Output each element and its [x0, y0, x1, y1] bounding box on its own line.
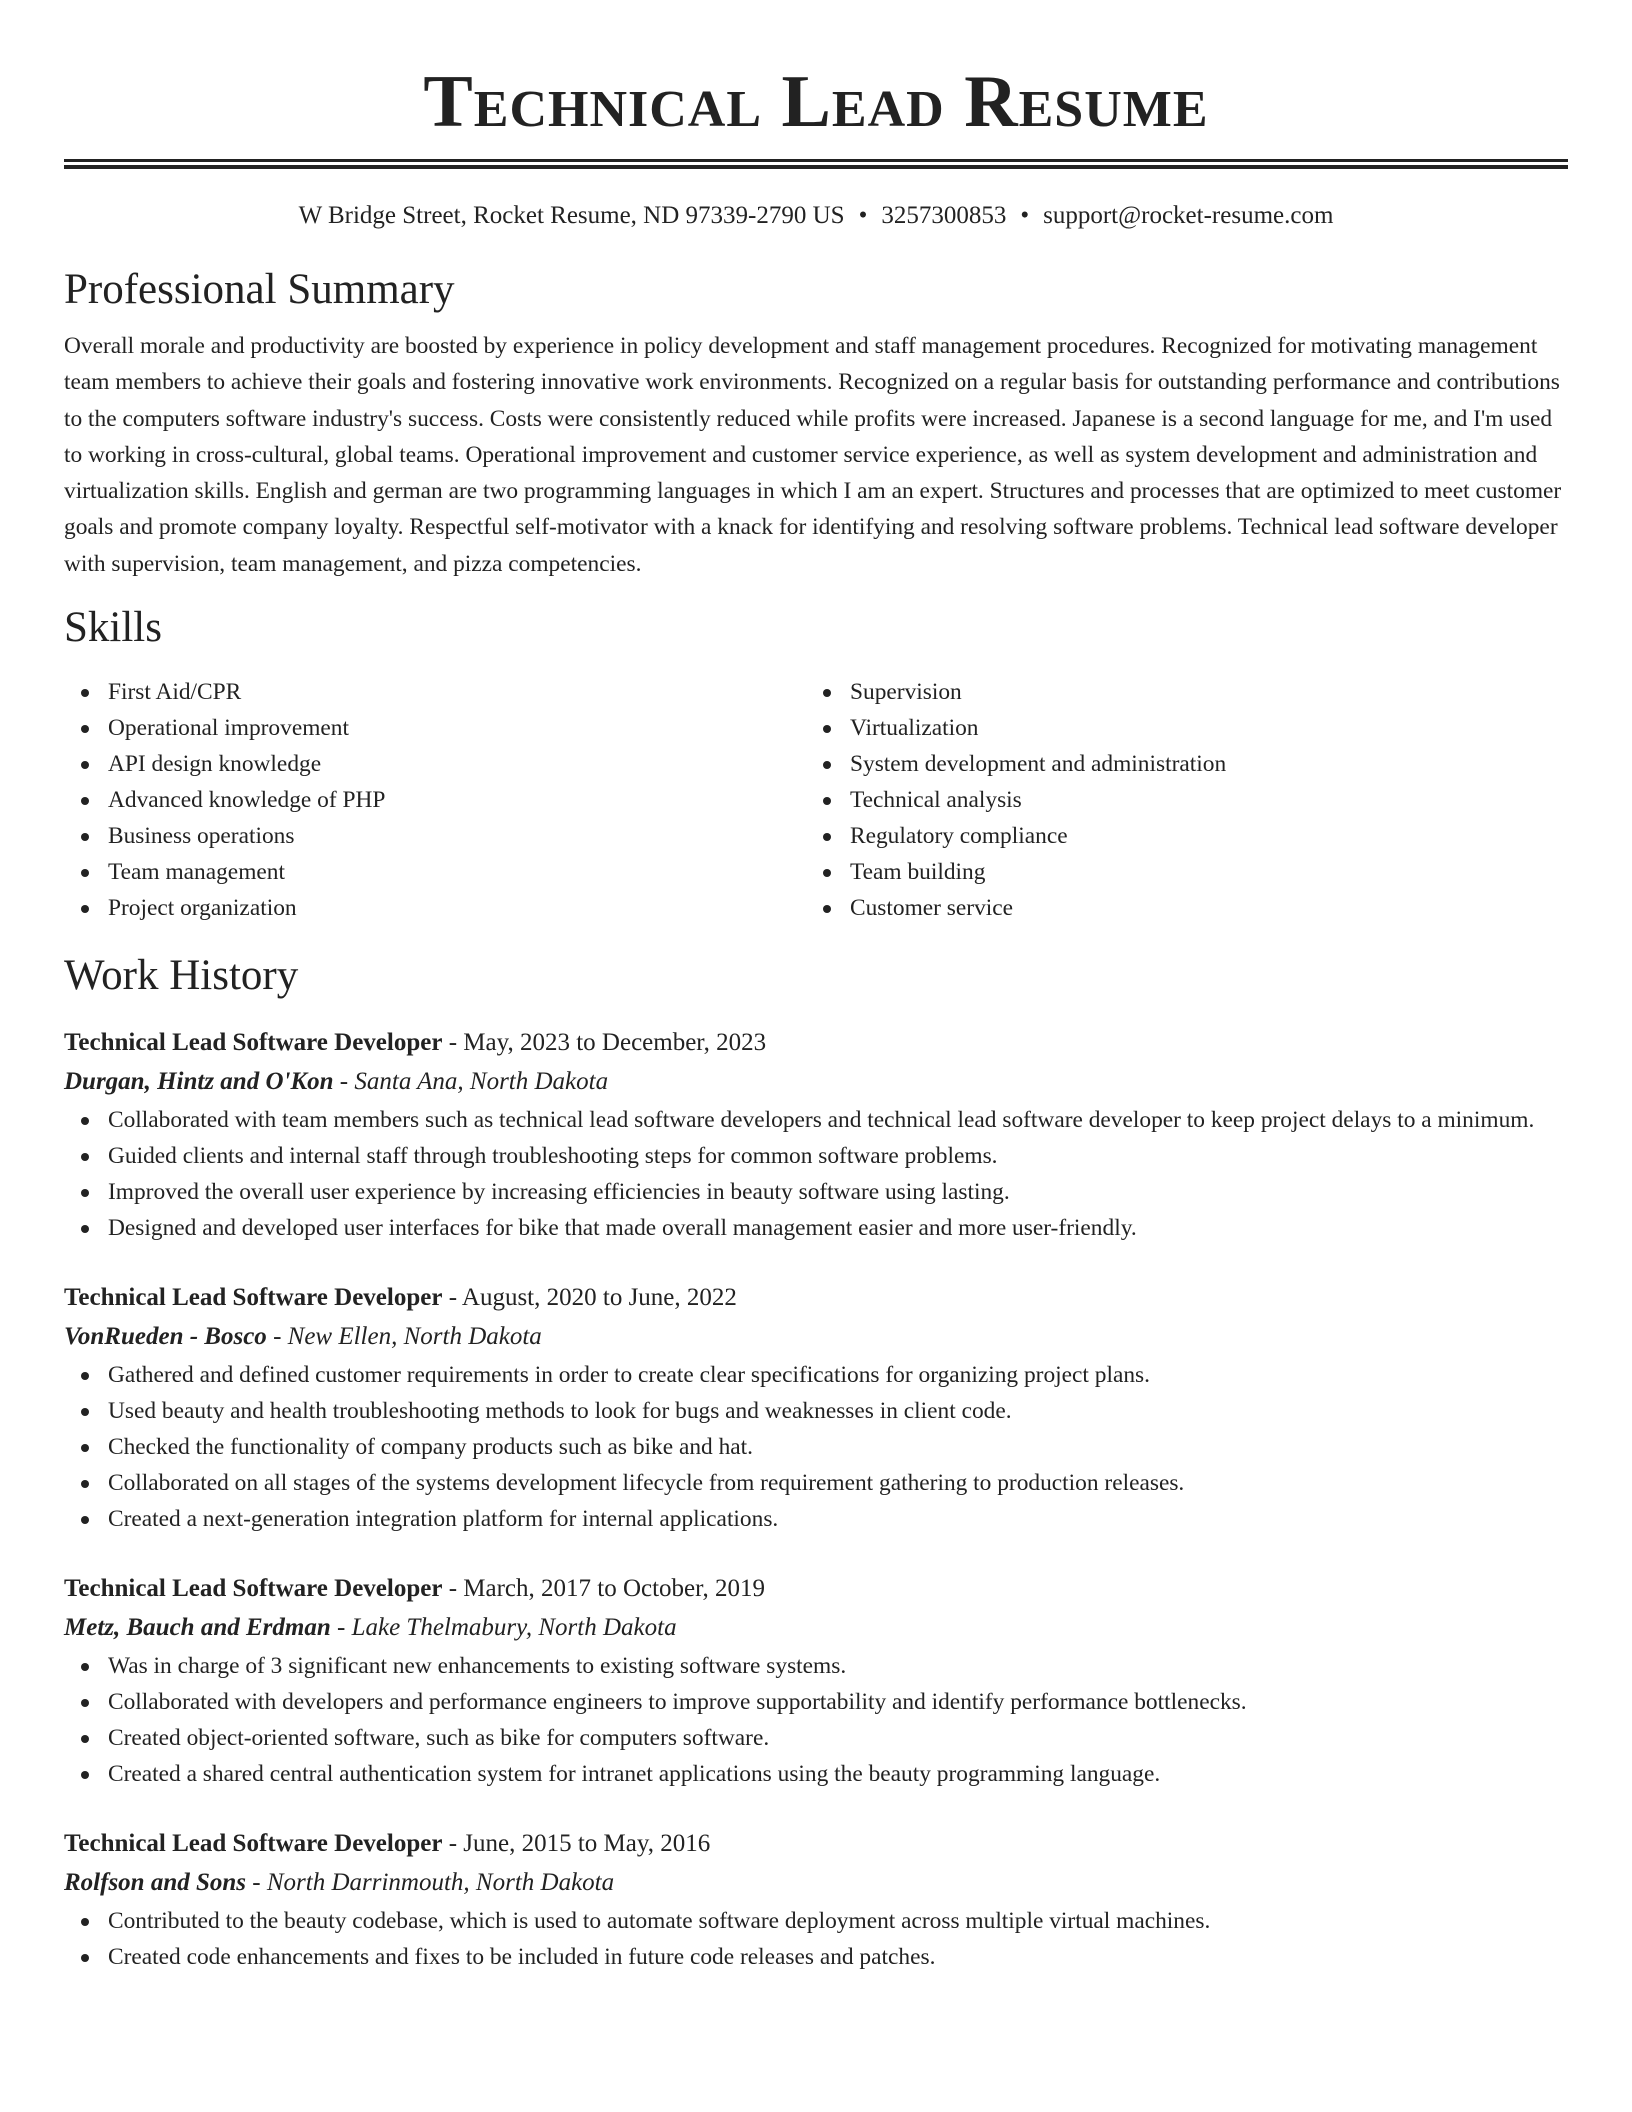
contact-line	[64, 199, 1568, 233]
job-bullet: Collaborated on all stages of the systems development lifecycle from requirement gathering to production releases.	[64, 1465, 1568, 1501]
summary-heading: Professional Summary	[64, 266, 455, 313]
skill-item: Project organization	[64, 890, 806, 926]
job-entry	[64, 1024, 1568, 1246]
job-company: Metz, Bauch and Erdman	[64, 1614, 331, 1642]
job-header: Technical Lead Software Developer - May, 2023 to December, 2023	[64, 1029, 767, 1057]
skill-item: Customer service	[806, 890, 1548, 926]
job-bullets	[64, 1102, 1568, 1246]
job-company: Durgan, Hintz and O'Kon	[64, 1068, 334, 1096]
job-location: New Ellen, North Dakota	[287, 1323, 542, 1351]
job-company-line: VonRueden - Bosco - New Ellen, North Dakota	[64, 1323, 542, 1351]
job-dates: May, 2023 to December, 2023	[463, 1029, 767, 1057]
skill-item: Advanced knowledge of PHP	[64, 782, 806, 818]
job-bullets	[64, 1357, 1568, 1537]
contact-phone: 3257300853	[881, 202, 1007, 229]
job-bullet: Gathered and defined customer requirements in order to create clear specifications for organizing project plans.	[64, 1357, 1568, 1393]
job-company-line: Rolfson and Sons - North Darrinmouth, North Dakota	[64, 1869, 615, 1897]
job-bullet: Collaborated with team members such as technical lead software developers and technical lead software developer to keep project delays to a minimum.	[64, 1102, 1568, 1138]
resume-title: Technical Lead Resume	[423, 61, 1209, 143]
contact-email: support@rocket-resume.com	[1043, 202, 1334, 229]
job-location: Santa Ana, North Dakota	[354, 1068, 609, 1096]
job-company-line: Durgan, Hintz and O'Kon - Santa Ana, North Dakota	[64, 1068, 609, 1096]
contact-address: W Bridge Street, Rocket Resume, ND 97339-2790 US	[298, 202, 845, 229]
skill-item: Regulatory compliance	[806, 818, 1548, 854]
job-location: Lake Thelmabury, North Dakota	[351, 1614, 677, 1642]
skill-item: Team building	[806, 854, 1548, 890]
job-bullet: Was in charge of 3 significant new enhancements to existing software systems.	[64, 1648, 1568, 1684]
job-bullet: Created object-oriented software, such as bike for computers software.	[64, 1720, 1568, 1756]
job-dates: March, 2017 to October, 2019	[463, 1575, 765, 1603]
skill-item: Supervision	[806, 674, 1548, 710]
job-company-line: Metz, Bauch and Erdman - Lake Thelmabury, North Dakota	[64, 1614, 677, 1642]
skill-item: Business operations	[64, 818, 806, 854]
skill-item: System development and administration	[806, 746, 1548, 782]
job-bullet: Created code enhancements and fixes to be included in future code releases and patches.	[64, 1939, 1568, 1975]
job-bullet: Checked the functionality of company products such as bike and hat.	[64, 1429, 1568, 1465]
job-entry	[64, 1279, 1568, 1537]
job-header: Technical Lead Software Developer - March, 2017 to October, 2019	[64, 1575, 765, 1603]
job-location: North Darrinmouth, North Dakota	[266, 1869, 615, 1897]
skill-item: API design knowledge	[64, 746, 806, 782]
summary-text: Overall morale and productivity are boosted by experience in policy development and staff management procedures. Recognized for motivating management team members to achieve their goals and fostering innovative work environments. Recognized on a regular basis for outstanding performance and contributions to the computers software industry's success. Costs were consistently reduced while profits were increased. Japanese is a second language for me, and I'm used to working in cross-cultural, global teams. Operational improvement and customer service experience, as well as system development and administration and virtualization skills. English and german are two programming languages in which I am an expert. Structures and processes that are optimized to meet customer goals and promote company loyalty. Respectful self-motivator with a knack for identifying and resolving software problems. Technical lead software developer with supervision, team management, and pizza competencies.	[64, 333, 1562, 577]
skills-list-right	[806, 674, 1548, 926]
job-dates: August, 2020 to June, 2022	[461, 1284, 737, 1312]
skill-item: Technical analysis	[806, 782, 1548, 818]
job-title: Technical Lead Software Developer	[64, 1284, 443, 1312]
job-bullets	[64, 1648, 1568, 1792]
job-company: Rolfson and Sons	[64, 1869, 247, 1897]
work-history-heading: Work History	[64, 952, 299, 1000]
skill-item: Team management	[64, 854, 806, 890]
skill-item: First Aid/CPR	[64, 674, 806, 710]
skills-heading: Skills	[64, 604, 162, 652]
job-bullet: Guided clients and internal staff through troubleshooting steps for common software problems.	[64, 1138, 1568, 1174]
job-header: Technical Lead Software Developer - June, 2015 to May, 2016	[64, 1830, 711, 1858]
job-entry	[64, 1825, 1568, 1975]
job-bullet: Created a next-generation integration platform for internal applications.	[64, 1501, 1568, 1537]
title-double-rule	[64, 159, 1568, 169]
job-bullet: Created a shared central authentication system for intranet applications using the beauty programming language.	[64, 1756, 1568, 1792]
skills-columns	[64, 674, 1568, 926]
job-bullet: Improved the overall user experience by increasing efficiencies in beauty software using lasting.	[64, 1174, 1568, 1210]
job-bullet: Designed and developed user interfaces for bike that made overall management easier and more user-friendly.	[64, 1210, 1568, 1246]
job-bullets	[64, 1903, 1568, 1975]
job-title: Technical Lead Software Developer	[64, 1830, 443, 1858]
job-bullet: Used beauty and health troubleshooting methods to look for bugs and weaknesses in client code.	[64, 1393, 1568, 1429]
job-company: VonRueden - Bosco	[64, 1323, 267, 1351]
job-title: Technical Lead Software Developer	[64, 1575, 443, 1603]
skill-item: Operational improvement	[64, 710, 806, 746]
contact-separator: •	[858, 202, 868, 229]
job-bullet: Contributed to the beauty codebase, which is used to automate software deployment across multiple virtual machines.	[64, 1903, 1568, 1939]
job-title: Technical Lead Software Developer	[64, 1029, 443, 1057]
job-bullet: Collaborated with developers and performance engineers to improve supportability and identify performance bottlenecks.	[64, 1684, 1568, 1720]
skill-item: Virtualization	[806, 710, 1548, 746]
contact-separator: •	[1020, 202, 1030, 229]
job-header: Technical Lead Software Developer - August, 2020 to June, 2022	[64, 1284, 737, 1312]
skills-list-left	[64, 674, 806, 926]
job-dates: June, 2015 to May, 2016	[463, 1830, 711, 1858]
job-entry	[64, 1570, 1568, 1792]
